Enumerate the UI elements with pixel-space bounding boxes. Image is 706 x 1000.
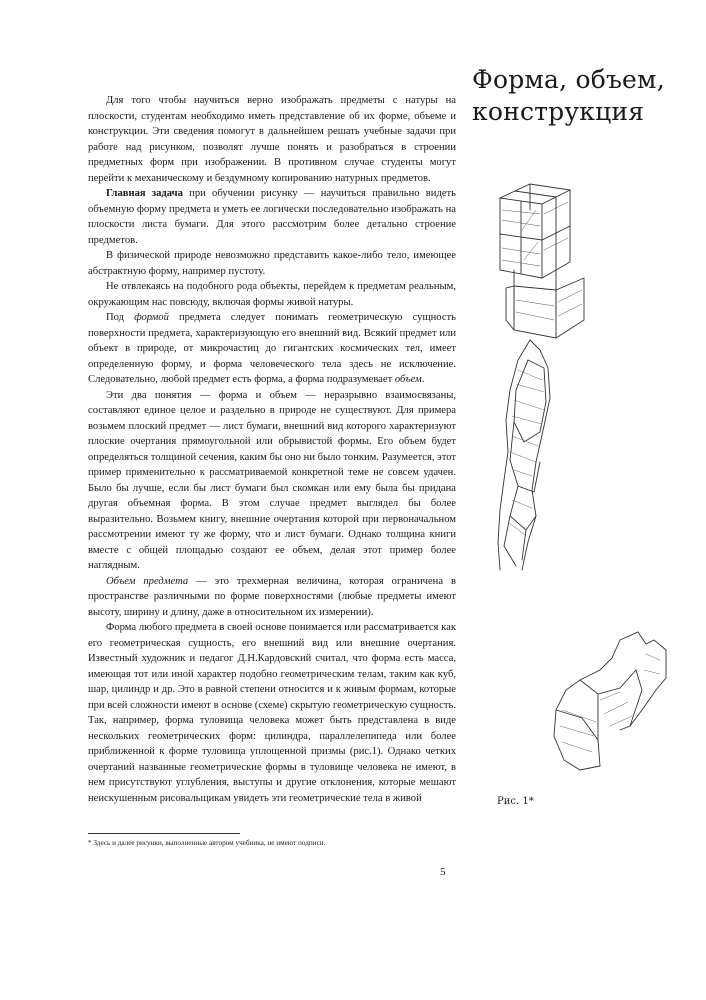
italic-term: объем: [394, 374, 422, 385]
italic-term: формой: [134, 312, 169, 323]
paragraph: Для того чтобы научиться верно изображать предметы с натуры на плоскости, студентам необходимо иметь представление об их форме, объеме и конструкции. Эти сведения помогут в дальнейшем решать учебные задачи при работе над рисунком, позволят лучше понять и разобраться в строении предметных форм при изображении. В противном случае студенты могут перейти к механическому и бездумному копированию натурных предметов.: [88, 95, 456, 184]
chapter-title-line2: конструкция: [472, 97, 645, 126]
paragraph: Форма любого предмета в своей основе понимается или рассматривается как его геометрическая сущность, его внешний вид или внешние очертания. Известный художник и педагог Д.Н.Кардовский считал, что форма есть масса, имеющая тот или иной характер подобно геометрическим телам, таким как куб, шар, цилиндр и др. Это в равной степени относится и к живым формам, которые при всей сложности имеют в основе (схеме) скрытую геометрическую сущность. Так, например, форма туловища человека может быть представлена в виде нескольких геометрических форм: цилиндра, параллелепипеда или более приближенной к форме туловища уплощенной призмы (рис.1). Однако четких очертаний названные геометрические формы в туловище человека не имеют, в нем присутствуют углубления, выступы и другие отклонения, которые мешают неискушенным рисовальщикам увидеть эти геометрические тела в живой: [88, 622, 456, 804]
body-text: [88, 93, 456, 806]
paragraph: В физической природе невозможно представить какое-либо тело, имеющее абстрактную форму, например пустоту.: [88, 250, 456, 277]
figure-caption: Рис. 1*: [497, 796, 534, 807]
bold-term: Главная задача: [106, 188, 183, 199]
paragraph: Главная задача при обучении рисунку — научиться правильно видеть объемную форму предмета и уметь ее логически последовательно изображать на плоскости листа бумаги. Для этого рассмотрим более детально строение предметов.: [88, 188, 456, 246]
cube-stack-drawing: [500, 184, 584, 338]
paragraph: Эти два понятия — форма и объем — неразрывно взаимосвязаны, составляют единое целое и раздельно в природе не существуют. Для примера возьмем плоский предмет — лист бумаги, внешний вид которого характеризуют плоские очертания прямоугольной или обрывистой формы. Его объем будет определяться толщиной сечения, каким бы оно ни было тонким. Разумеется, этот пример применительно к рассматриваемой конкретной теме не совсем удачен. Было бы лучше, если бы лист бумаги был скомкан или ему была бы придана другая объемная форма. В этом случае предмет выглядел бы более выразительно. Возьмем книгу, внешние очертания которой при первоначальном рассмотрении имеют ту же форму, что и лист бумаги. Однако толщина книги вместе с общей площадью создают ее объем, делая этот пример более наглядным.: [88, 389, 456, 571]
paragraph: Объем предмета — это трехмерная величина, которая ограничена в пространстве различными по форме поверхностями (любые предметы имеют высоту, ширину и длину, даже в относительном их измерении).: [88, 575, 456, 618]
footnote: * Здесь и далее рисунки, выполненные автором учебника, не имеют подписи.: [88, 839, 326, 847]
paragraph: Не отвлекаясь на подобного рода объекты, перейдем к предметам реальным, окружающим нас повсюду, включая формы живой натуры.: [88, 281, 456, 308]
page-number: 5: [440, 866, 446, 878]
chapter-title-line1: Форма, объем,: [472, 65, 665, 94]
chapter-title: [472, 64, 672, 128]
paragraph: Под формой предмета следует понимать геометрическую сущность поверхности предмета, характеризующую его внешний вид. Всякий предмет или объект в природе, от микрочастиц до гигантских космических тел, имеет определенную форму, и форма человеческого тела здесь не исключение. Следовательно, любой предмет есть форма, а форма подразумевает объем.: [88, 312, 456, 385]
italic-term: Объем предмета: [106, 575, 189, 587]
hip-drawing: [554, 632, 666, 770]
torso-construction-sketch: [470, 170, 690, 780]
footnote-divider: [88, 833, 240, 834]
torso-drawing: [498, 340, 550, 570]
